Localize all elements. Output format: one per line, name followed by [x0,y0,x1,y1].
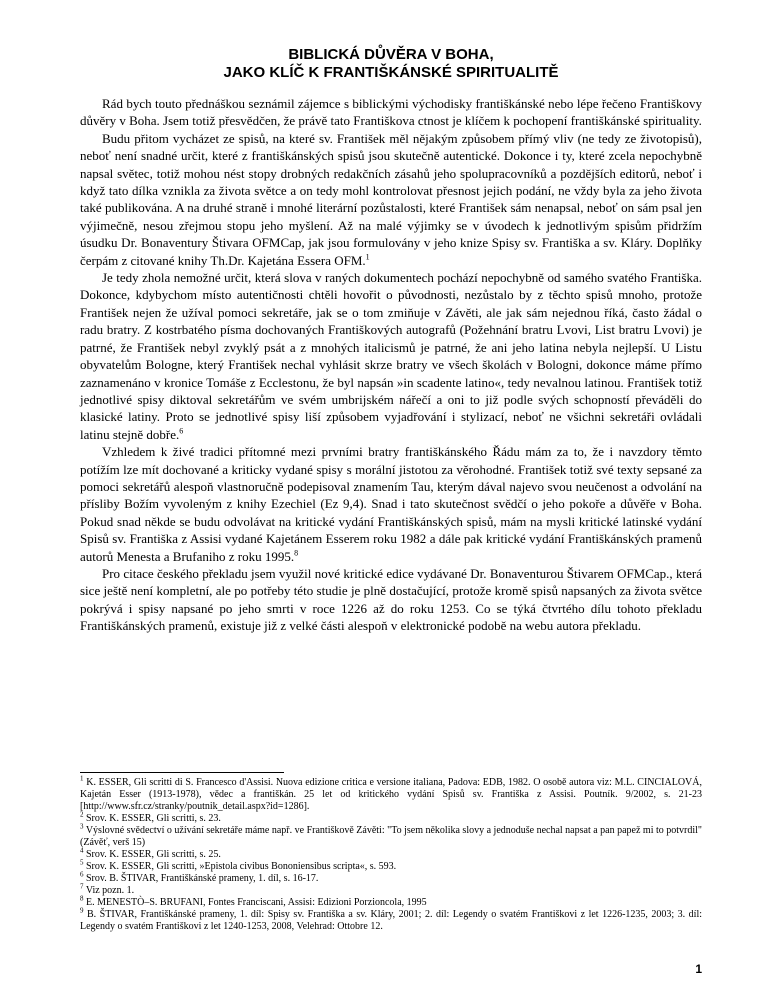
footnote: $^6$ Srov. B. ŠTIVAR, Františkánské prameny, 1. díl, s. 16-17. [80,870,319,884]
footnote-ref: 6 [179,426,184,436]
footnote: $^5$ Srov. K. ESSER, Gli scritti, »Epistola civibus Bononiensibus scripta«, s. 593. [80,858,397,872]
page-number: 1 [695,962,702,976]
footnotes-section [80,772,702,933]
paragraph [80,95,702,130]
document-title [80,46,702,82]
footnote: $^2$ Srov. K. ESSER, Gli scritti, s. 23. [80,810,221,824]
footnote: $^7$ Viz pozn. 1. [80,882,135,896]
title-line-1: BIBLICKÁ DŮVĚRA V BOHA, [288,46,494,63]
paragraph-text: Pro citace českého překladu jsem využil nové kritické edice vydávané Dr. Bonaventurou Štivarem OFMCap., která sice ještě není kompletní, ale po potřeby této studie je plně dostačující, protože kromě spisů napsaných za života světce pokrývá i spisy napsané po jeho smrti v roce 1226 až do roku 1253. Co se týká čtvrtého dílu tohoto překladu Františkánských pramenů, existuje již z velké části alespoň v elektronické podobě na webu autora překladu. [80,565,702,634]
paragraph [80,269,702,443]
footnote-ref: 8 [294,548,299,558]
footnote-divider [80,772,284,773]
footnote: $^4$ Srov. K. ESSER, Gli scritti, s. 25. [80,846,221,860]
paragraph [80,565,702,635]
paragraph-text: Vzhledem k živé tradici přítomné mezi prvními bratry františkánského Řádu mám za to, že i navzdory těmto potížím lze mít dochované a kriticky vydané spisy s morální jistotou za věrohodné. František totiž své texty sepsané za pomoci sekretářů alespoň vlastnoručně podepisoval znamením Tau, kterým dával najevo svou neučenost a odvolání na přísliby Božím vyvoleným z knihy Ezechiel (Ez 9,4). Snad i tato skutečnost svědčí o jeho pokoře a důvěře v Boha. Pokud snad někde se budu odvolávat na kritické vydání Františkánských spisů, mám na mysli kritické latinské vydání Spisů sv. Františka z Assisi vydané Kajetánem Esserem roku 1982 a dále pak kritické vydání Františkánských pramenů autorů Menesta a Brufaniho z roku 1995. [80,444,702,564]
document-page [80,40,702,635]
footnote: $^8$ E. MENESTÒ–S. BRUFANI, Fontes Franciscani, Assisi: Edizioni Porzioncola, 1995 [80,894,427,908]
footnote: $^1$ K. ESSER, Gli scritti di S. Francesco d'Assisi. Nuova edizione critica e versione italiana, Padova: EDB, 1982. O osobě autora viz: M.L. CINCIALOVÁ, Kajetán Esser (1913-1978), vědec a františkán. 25 let od kritického vydání Spisů sv. Františka z Assisi. Poutník. 9/2002, s. 21-23 [http://www.sfr.cz/stranky/poutnik_detail.aspx?id=1286]. [80,774,703,812]
footnote: $^9$ B. ŠTIVAR, Františkánské prameny, 1. díl: Spisy sv. Františka a sv. Kláry, 2001; 2. díl: Legendy o svatém Františkovi z let 1226-1235, 2003; 3. díl: Legendy o svatém Františkovi z let 1240-1253, 2008, Velehrad: Ottobre 12. [80,906,702,932]
title-line-2: JAKO KLÍČ K FRANTIŠKÁNSKÉ SPIRITUALITĚ [223,64,559,81]
footnote: $^3$ Výslovné svědectví o užívání sekretáře máme např. ve Františkově Závěti: "To jsem několika slovy a jednoduše nechal napsat a pan papež mi to potvrdil" (Závěť, verš 15) [80,822,702,848]
paragraph-text: Budu přitom vycházet ze spisů, na které sv. František měl nějakým způsobem přímý vliv (ne tedy ze životopisů), neboť není snadné určit, které z františkánských spisů jsou skutečně autentické. Dokonce i ty, které zcela nepochybně napsal světec, totiž mohou nést stopy drobných redakčních zásahů jeho spolupracovníků a pozdějších editorů, neboť i když tato dílka vznikla za života světce a on tedy mohl kontrolovat přesnost jejich podání, ne vždy byla za jeho života také publikována. A na druhé straně i mnohé literární pozůstalosti, které František sám nenapsal, neboť on sám psal jen výjimečně, nesou zřejmou stopu jeho myšlení. Až na malé výjimky se v úvodech k jednotlivým spisům přidržím úsudku Dr. Bonaventury Štivara OFMCap, jak jsou formulovány v jeho knize Spisy sv. Františka a sv. Kláry. Doplňky čerpám z citované knihy Th.Dr. Kajetána Essera OFM. [80,130,702,268]
paragraph [80,443,702,565]
paragraph [80,130,702,269]
paragraph-text: Rád bych touto přednáškou seznámil zájemce s biblickými východisky františkánské nebo lépe řečeno Františkovy důvěry v Boha. Jsem totiž přesvědčen, že právě tato Františkova ctnost je klíčem k pochopení františkánské spirituality. [80,96,702,129]
paragraph-text: Je tedy zhola nemožné určit, která slova v raných dokumentech pochází nepochybně od samého svatého Františka. Dokonce, kdybychom místo autentičnosti chtěli hovořit o původnosti, nezůstalo by z těchto spisů mnoho, protože František nejen že užíval pomoci sekretáře, jak se o tom zmiňuje v Závěti, ale jak sám nejednou říká, často žádal o radu bratry. Z kostrbatého písma dochovaných Františkových autografů (Požehnání bratru Lvovi, List bratru Lvovi) je patrné, že František nebyl zvyklý psát a z mnohých italicismů je patrné, že ani jeho latina nebyla nejlepší. U Listu obyvatelům Bologne, který František nechal vyhlásit skrze bratry ve všech školách v Bologni, dokonce máme přímo zaznamenáno v kronice Tomáše z Ecclestonu, že byl napsán »in scadente latino«, tedy nevalnou latinou. František totiž jednotlivé spisy diktoval sekretářům ve svém umbrijském nářečí a oni to již podle svých schopností převáděli do klasické latiny. Proto se jednotlivé spisy liší způsobem vyjadřování i stylizací, neboť ne všichni sekretáři ovládali latinu stejně dobře. [80,270,702,442]
footnote-ref: 1 [365,252,370,262]
